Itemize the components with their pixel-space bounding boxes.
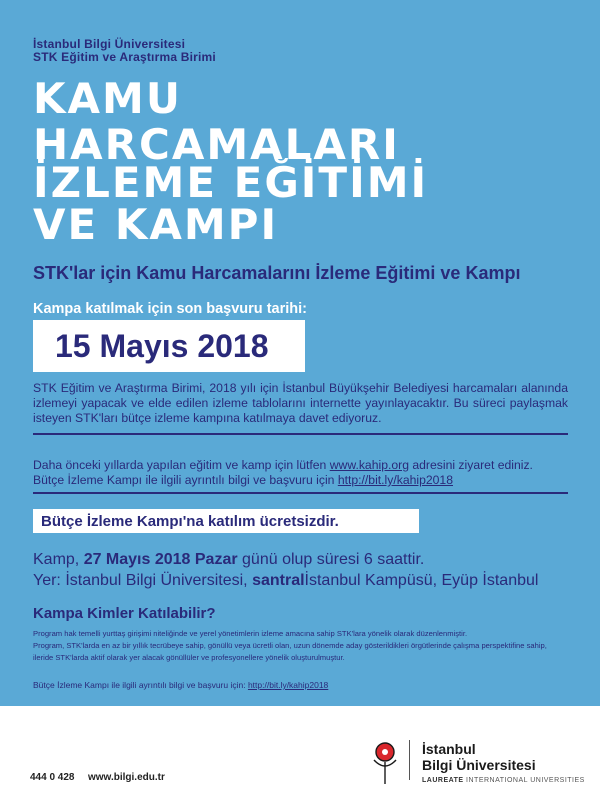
- logo-name-line-2: Bilgi Üniversitesi: [422, 757, 536, 773]
- deadline-date-box: [33, 320, 305, 372]
- who-paragraph-1: Program hak temelli yurttaş girişimi niteliğinde ve yerel yönetimlerin izleme amacına sahip STK'lara yönelik olarak düzenlenmiştir.: [33, 629, 468, 638]
- footer-application-link[interactable]: http://bit.ly/kahip2018: [247, 680, 329, 690]
- org-unit: STK Eğitim ve Araştırma Birimi: [33, 50, 216, 64]
- camp-date-pre: Kamp,: [33, 551, 84, 568]
- title-line-1: KAMU: [33, 74, 182, 123]
- logo-name-line-1: İstanbul: [422, 741, 476, 757]
- org-university: İstanbul Bilgi Üniversitesi: [33, 37, 186, 51]
- camp-date-line: [33, 551, 424, 569]
- logo-divider: [409, 740, 410, 780]
- footer-info-pre: Bütçe İzleme Kampı ile ilgili ayrıntılı bilgi ve başvuru için:: [33, 680, 248, 690]
- footer-info: [33, 680, 328, 690]
- title-line-2: HARCAMALARI: [33, 120, 400, 169]
- camp-location-bold: santral: [252, 572, 305, 589]
- camp-location-post: İstanbul Kampüsü, Eyüp İstanbul: [304, 572, 539, 589]
- divider-1: [33, 433, 568, 435]
- title-line-4: VE KAMPI: [33, 200, 279, 249]
- logo-tagline-rest: INTERNATIONAL UNIVERSITIES: [463, 777, 585, 784]
- intro-paragraph: STK Eğitim ve Araştırma Birimi, 2018 yılı için İstanbul Büyükşehir Belediyesi harcamaları alanında izlemeyi yapacak ve elde edilen izleme tablolarını internette yayınlayacaktır. Bu süreci paylaşmak isteyen STK'ları bütçe izleme kampına katılmaya davet ediyoruz.: [33, 381, 568, 425]
- free-participation-text: Bütçe İzleme Kampı'na katılım ücretsizdir.: [41, 512, 339, 530]
- camp-location-pre: Yer: İstanbul Bilgi Üniversitesi,: [33, 572, 253, 589]
- free-participation-box: [33, 509, 419, 533]
- logo-tagline-bold: LAUREATE: [422, 777, 464, 784]
- application-link[interactable]: http://bit.ly/kahip2018: [337, 473, 453, 487]
- info-line-2: [33, 473, 568, 488]
- title-line-3: İZLEME EĞİTİMİ: [33, 158, 429, 207]
- deadline-label: Kampa katılmak için son başvuru tarihi:: [33, 301, 307, 317]
- kahip-website-link[interactable]: www.kahip.org: [329, 458, 409, 472]
- camp-date-post: günü olup süresi 6 saattir.: [237, 551, 425, 568]
- subtitle: STK'lar için Kamu Harcamalarını İzleme Eğitimi ve Kampı: [33, 263, 521, 283]
- camp-date: 27 Mayıs 2018 Pazar: [83, 551, 238, 568]
- who-paragraph-2: Program, STK'larda en az bir yıllık tecrübeye sahip, gönüllü veya ücretli olan, uzun dönemde aday gösterildikleri örgütlerinde çalışma perspektifine sahip, ileride STK'larda aktif olarak yer alacak gönüllüler ve profesyonellere yönelik oluşturulmuştur.: [33, 641, 547, 662]
- phone-number: 444 0 428: [30, 772, 75, 783]
- info-line-1-post: adresini ziyaret ediniz.: [408, 458, 533, 472]
- deadline-date: 15 Mayıs 2018: [55, 327, 269, 364]
- logo-tagline: [422, 777, 585, 784]
- bilgi-logo-icon: [370, 738, 400, 791]
- divider-2: [33, 492, 568, 494]
- who-can-join-title: Kampa Kimler Katılabilir?: [33, 605, 216, 622]
- website[interactable]: www.bilgi.edu.tr: [88, 772, 165, 783]
- info-line-2-pre: Bütçe İzleme Kampı ile ilgili ayrıntılı bilgi ve başvuru için: [33, 473, 338, 487]
- info-line-1: [33, 458, 568, 473]
- camp-location-line: [33, 572, 538, 590]
- info-line-1-pre: Daha önceki yıllarda yapılan eğitim ve kamp için lütfen: [33, 458, 330, 472]
